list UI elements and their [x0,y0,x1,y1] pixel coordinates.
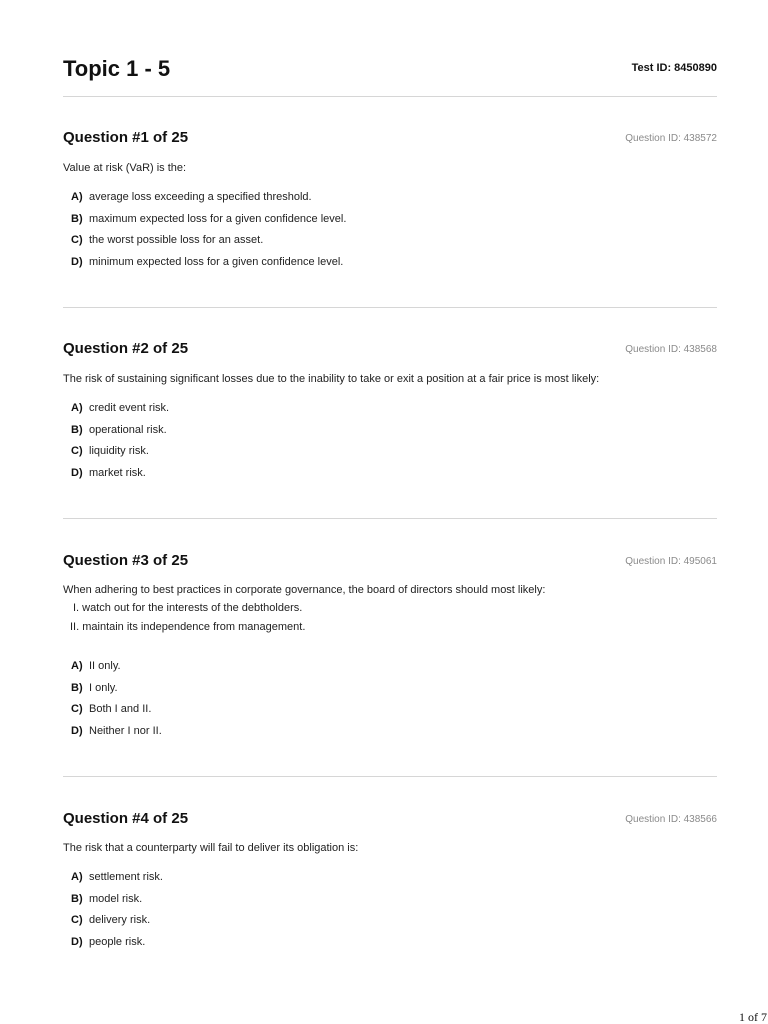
page-number: 1 of 7 [739,1010,767,1024]
option-letter: A) [71,871,83,883]
statement-2: II. maintain its independence from management. [70,621,306,633]
option-letter: C) [71,445,83,457]
option-text: Neither I nor II. [89,725,162,737]
question-divider [63,518,717,519]
question-text: When adhering to best practices in corporate governance, the board of directors should most likely: [63,584,546,596]
option-text: the worst possible loss for an asset. [89,234,264,246]
option-text: operational risk. [89,424,167,436]
question-id: Question ID: 438568 [625,344,717,355]
option-text: average loss exceeding a specified threshold. [89,191,312,203]
option-letter: D) [71,256,83,268]
question-text: Value at risk (VaR) is the: [63,162,187,174]
statement-1: I. watch out for the interests of the debtholders. [73,602,303,614]
option-c [71,444,149,458]
option-d [71,255,343,269]
option-text: Both I and II. [89,703,152,715]
question-divider [63,307,717,308]
question-1 [63,129,717,279]
option-letter: D) [71,936,83,948]
page-title: Topic 1 - 5 [63,56,171,81]
option-text: credit event risk. [89,402,170,414]
option-c [71,233,263,247]
option-d [71,724,162,738]
option-text: I only. [89,682,118,694]
page-header [63,56,717,86]
option-a [71,659,121,673]
question-heading: Question #4 of 25 [63,810,189,827]
question-text: The risk of sustaining significant losses due to the inability to take or exit a position at a fair price is most likely: [63,373,600,385]
option-letter: A) [71,191,83,203]
option-d [71,466,146,480]
question-id: Question ID: 438566 [625,814,717,825]
question-text: The risk that a counterparty will fail to deliver its obligation is: [63,842,359,854]
option-text: minimum expected loss for a given confidence level. [89,256,344,268]
option-text: settlement risk. [89,871,163,883]
option-text: II only. [89,660,121,672]
option-letter: C) [71,234,83,246]
option-a [71,190,312,204]
option-letter: C) [71,703,83,715]
option-b [71,681,118,695]
option-letter: B) [71,893,83,905]
option-letter: B) [71,424,83,436]
option-a [71,401,169,415]
option-text: liquidity risk. [89,445,149,457]
option-a [71,870,163,884]
question-heading: Question #1 of 25 [63,129,189,146]
option-letter: A) [71,402,83,414]
question-heading: Question #2 of 25 [63,340,189,357]
question-id: Question ID: 495061 [625,556,717,567]
question-id: Question ID: 438572 [625,133,717,144]
question-2 [63,340,717,490]
header-divider [63,96,717,97]
option-b [71,212,346,226]
option-text: delivery risk. [89,914,151,926]
option-letter: B) [71,682,83,694]
question-heading: Question #3 of 25 [63,552,189,569]
option-text: people risk. [89,936,146,948]
option-letter: C) [71,914,83,926]
option-text: maximum expected loss for a given confidence level. [89,213,347,225]
option-letter: D) [71,725,83,737]
question-4 [63,810,717,960]
option-d [71,935,145,949]
option-letter: B) [71,213,83,225]
question-3 [63,552,717,752]
option-text: model risk. [89,893,143,905]
question-divider [63,776,717,777]
option-b [71,892,142,906]
option-letter: A) [71,660,83,672]
option-letter: D) [71,467,83,479]
option-b [71,423,167,437]
option-c [71,702,151,716]
option-c [71,913,150,927]
option-text: market risk. [89,467,146,479]
test-id: Test ID: 8450890 [631,62,717,74]
